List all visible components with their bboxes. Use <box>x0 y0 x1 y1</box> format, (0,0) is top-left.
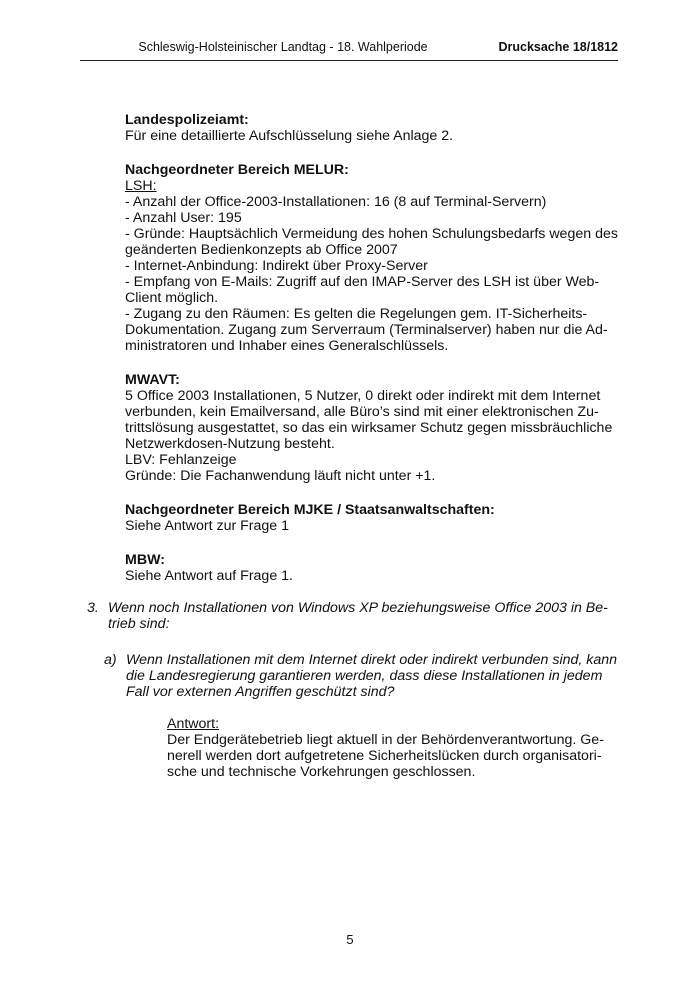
text-line: - Anzahl User: 195 <box>125 210 242 226</box>
text-line: - Gründe: Hauptsächlich Vermeidung des hohen Schulungsbedarfs wegen des <box>125 226 618 242</box>
text-line: verbunden, kein Emailversand, alle Büro’s sind mit einer elektronischen Zu- <box>125 404 599 420</box>
question-line: Wenn Installationen mit dem Internet direkt oder indirekt verbunden sind, kann <box>126 652 618 668</box>
text-line: Client möglich. <box>125 290 219 306</box>
text-line: geänderten Bedienkonzepts ab Office 2007 <box>125 242 398 258</box>
section-text: Für eine detaillierte Aufschlüsselung siehe Anlage 2. <box>125 128 454 144</box>
text-line: ministratoren und Inhaber eines Generalschlüssels. <box>125 338 449 354</box>
text-line: - Anzahl der Office-2003-Installationen: 16 (8 auf Terminal-Servern) <box>125 194 547 210</box>
text-line: Netzwerkdosen-Nutzung besteht. <box>125 436 335 452</box>
question-3a <box>104 652 619 700</box>
question-number: 3. <box>87 600 99 616</box>
text-line: - Internet-Anbindung: Indirekt über Proxy-Server <box>125 258 428 274</box>
subsection-label: LSH: <box>125 178 157 194</box>
question-line: die Landesregierung garantieren werden, dass diese Installationen in jedem <box>126 668 603 684</box>
page-number: 5 <box>346 932 354 947</box>
text-line: Gründe: Die Fachanwendung läuft nicht unter +1. <box>125 468 436 484</box>
header-title: Schleswig-Holsteinischer Landtag - 18. Wahlperiode <box>138 40 428 54</box>
text-line: - Zugang zu den Räumen: Es gelten die Regelungen gem. IT-Sicherheits- <box>125 306 588 322</box>
page-header <box>80 34 618 61</box>
text-line: trittslösung ausgestattet, so das ein wirksamer Schutz gegen missbräuchliche <box>125 420 613 436</box>
question-line: Wenn noch Installationen von Windows XP beziehungsweise Office 2003 in Be- <box>108 600 608 616</box>
document-number: Drucksache 18/1812 <box>498 40 618 54</box>
section-text: Siehe Antwort auf Frage 1. <box>125 568 293 584</box>
question-3 <box>87 600 617 632</box>
section-heading: Landespolizeiamt: <box>125 112 249 128</box>
section-landespolizeiamt <box>125 112 620 144</box>
section-heading: MWAVT: <box>125 372 180 388</box>
text-line: Dokumentation. Zugang zum Serverraum (Terminalserver) haben nur die Ad- <box>125 322 608 338</box>
section-text: Siehe Antwort zur Frage 1 <box>125 518 290 534</box>
section-heading: MBW: <box>125 552 165 568</box>
text-line: LBV: Fehlanzeige <box>125 452 237 468</box>
section-mwavt <box>125 372 620 484</box>
text-line: - Empfang von E-Mails: Zugriff auf den IMAP-Server des LSH ist über Web- <box>125 274 600 290</box>
answer-block <box>167 716 619 780</box>
main-content <box>125 112 620 602</box>
question-line: trieb sind: <box>108 616 170 632</box>
answer-line: nerell werden dort aufgetretene Sicherheitslücken durch organisatori- <box>167 748 602 764</box>
answer-label: Antwort: <box>167 716 220 732</box>
answer-line: sche und technische Vorkehrungen geschlossen. <box>167 764 476 780</box>
section-heading: Nachgeordneter Bereich MELUR: <box>125 162 349 178</box>
question-number: a) <box>104 652 117 668</box>
section-melur <box>125 162 620 354</box>
answer-line: Der Endgerätebetrieb liegt aktuell in der Behördenverantwortung. Ge- <box>167 732 604 748</box>
question-line: Fall vor externen Angriffen geschützt sind? <box>126 684 395 700</box>
section-heading: Nachgeordneter Bereich MJKE / Staatsanwaltschaften: <box>125 502 495 518</box>
section-mbw <box>125 552 620 584</box>
section-mjke <box>125 502 620 534</box>
text-line: 5 Office 2003 Installationen, 5 Nutzer, 0 direkt oder indirekt mit dem Internet <box>125 388 601 404</box>
